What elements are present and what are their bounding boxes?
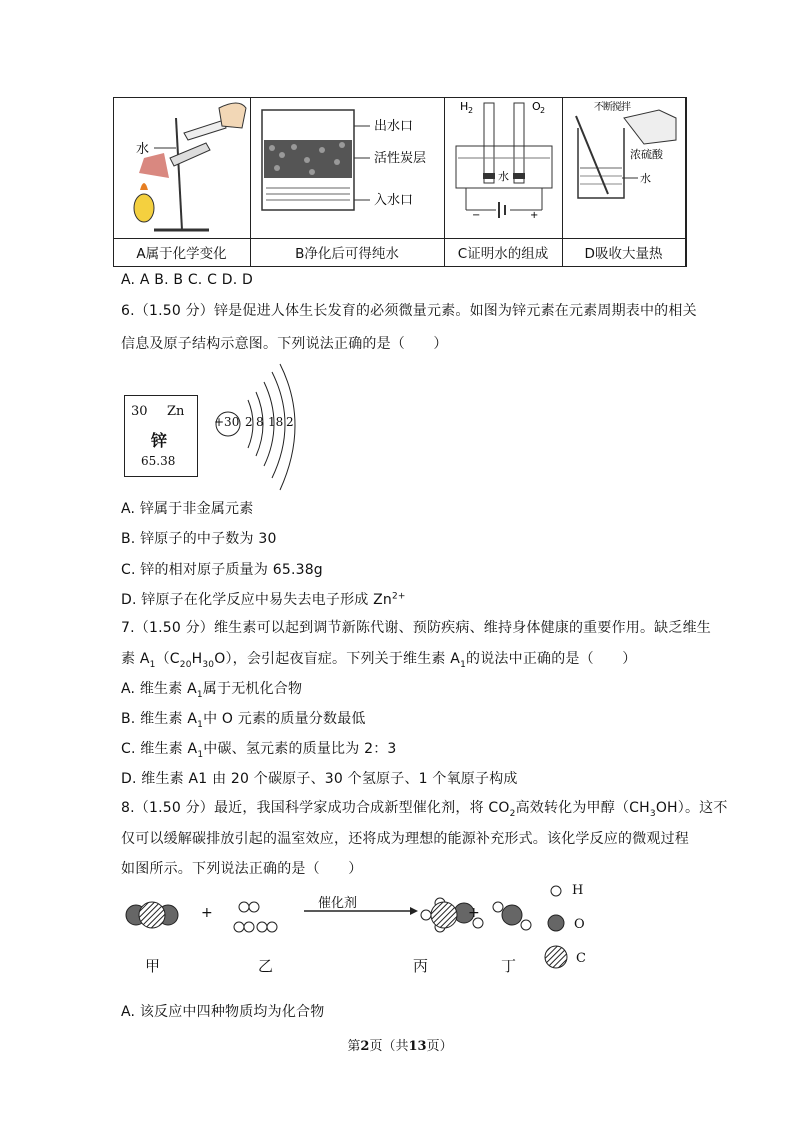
label-plus: + bbox=[530, 210, 539, 221]
element-symbol: Zn bbox=[167, 404, 185, 419]
label-o2-sub: 2 bbox=[540, 106, 546, 115]
q7-option-c bbox=[121, 738, 397, 760]
plus-sign-1: + bbox=[201, 905, 213, 921]
q8-text-c: OH）。这不 bbox=[655, 800, 728, 816]
q7-text-a: 素 A bbox=[121, 651, 150, 667]
atom-structure-diagram bbox=[208, 360, 308, 500]
caption-a: A属于化学变化 bbox=[136, 246, 227, 262]
page-footer bbox=[0, 1035, 800, 1054]
label-water-d: 水 bbox=[640, 172, 651, 185]
figure-a-heating-apparatus bbox=[114, 98, 250, 238]
molecule-jia bbox=[126, 902, 178, 928]
q7-opt-c-1: C. 维生素 A bbox=[121, 741, 198, 757]
legend-o: O bbox=[574, 917, 585, 932]
shell-3: 18 bbox=[268, 415, 284, 429]
caption-c: C证明水的组成 bbox=[457, 246, 549, 262]
q7-h-sub: 30 bbox=[202, 659, 215, 670]
q6-option-a: A. 锌属于非金属元素 bbox=[121, 501, 254, 517]
q7-text-b: （C bbox=[155, 651, 180, 667]
figure-d-dilution bbox=[564, 98, 686, 228]
element-card bbox=[124, 395, 198, 477]
q8-stem-line1 bbox=[121, 797, 728, 819]
name-bing: 丙 bbox=[413, 957, 429, 975]
label-minus: − bbox=[472, 210, 481, 221]
q8-option-a: A. 该反应中四种物质均为化合物 bbox=[121, 1004, 325, 1020]
q5-options: A. A B. B C. C D. D bbox=[121, 272, 253, 288]
legend-icons bbox=[545, 886, 567, 968]
q8-ch3-sub: 3 bbox=[649, 808, 656, 819]
footer-total-pages: 13 bbox=[408, 1039, 427, 1054]
q7-opt-a-2: 属于无机化合物 bbox=[202, 681, 303, 697]
label-stir: 不断搅拌 bbox=[594, 102, 630, 113]
figure-b-purifier bbox=[252, 100, 444, 225]
label-h2-sub: 2 bbox=[468, 106, 474, 115]
label-water-c: 水 bbox=[498, 170, 509, 183]
q7-option-b bbox=[121, 708, 366, 730]
q6-option-d-text: D. 锌原子在化学反应中易失去电子形成 Zn bbox=[121, 592, 392, 608]
caption-b: B净化后可得纯水 bbox=[295, 246, 399, 262]
q7-stem-line1: 7.（1.50 分）维生素可以起到调节新陈代谢、预防疾病、维持身体健康的重要作用。缺乏维生 bbox=[121, 620, 711, 636]
label-carbon-layer: 活性炭层 bbox=[374, 151, 427, 166]
shell-1: 2 bbox=[245, 415, 253, 429]
molecule-yi bbox=[234, 902, 277, 932]
q7-c-sub: 20 bbox=[179, 659, 192, 670]
q7-opt-b-2: 中 O 元素的质量分数最低 bbox=[203, 711, 366, 727]
q6-option-d bbox=[121, 589, 406, 609]
q6-option-c: C. 锌的相对原子质量为 65.38g bbox=[121, 562, 323, 578]
name-yi: 乙 bbox=[258, 957, 274, 975]
q7-opt-a-1: A. 维生素 A bbox=[121, 681, 197, 697]
label-water-a: 水 bbox=[136, 142, 150, 157]
q7-text-d: 的说法中正确的是（ ） bbox=[466, 651, 637, 667]
q7-opt-c-sub: 1 bbox=[197, 749, 204, 760]
q8-stem-line2: 仅可以缓解碳排放引起的温室效应，还将成为理想的能源补充形式。该化学反应的微观过程 bbox=[121, 831, 689, 847]
molecule-ding bbox=[493, 902, 531, 930]
q7-opt-b-sub: 1 bbox=[197, 719, 204, 730]
q7-opt-a-sub: 1 bbox=[196, 689, 203, 700]
label-inlet: 入水口 bbox=[374, 193, 414, 208]
q7-option-d: D. 维生素 A1 由 20 个碳原子、30 个氢原子、1 个氧原子构成 bbox=[121, 771, 518, 787]
q7-sub-1b: 1 bbox=[460, 659, 467, 670]
label-conc-acid: 浓硫酸 bbox=[630, 148, 663, 161]
q8-text-b: 高效转化为甲醇（CH bbox=[515, 800, 650, 816]
shell-4: 2 bbox=[286, 415, 294, 429]
q6-stem-line2: 信息及原子结构示意图。下列说法正确的是（ ） bbox=[121, 336, 448, 352]
nucleus-charge: +30 bbox=[214, 415, 240, 429]
q7-stem-line2 bbox=[121, 648, 636, 670]
figure-c-electrolysis bbox=[446, 98, 562, 228]
name-ding: 丁 bbox=[501, 957, 517, 975]
q7-h: H bbox=[191, 651, 203, 667]
q8-stem-line3: 如图所示。下列说法正确的是（ ） bbox=[121, 861, 363, 877]
q7-sub-1: 1 bbox=[149, 659, 156, 670]
name-jia: 甲 bbox=[145, 957, 161, 975]
caption-d: D吸收大量热 bbox=[584, 246, 663, 262]
q7-option-a bbox=[121, 678, 302, 700]
legend-c: C bbox=[576, 951, 586, 966]
q8-co2-sub: 2 bbox=[509, 808, 516, 819]
reaction-diagram bbox=[120, 885, 600, 985]
plus-sign-2: + bbox=[468, 905, 480, 921]
q6-stem-line1: 6.（1.50 分）锌是促进人体生长发育的必须微量元素。如图为锌元素在元素周期表中的相关 bbox=[121, 303, 697, 319]
label-o2: O bbox=[532, 100, 541, 113]
element-name: 锌 bbox=[151, 431, 168, 450]
label-outlet: 出水口 bbox=[374, 119, 414, 134]
footer-mid: 页（共 bbox=[369, 1039, 409, 1054]
q7-text-c: O），会引起夜盲症。下列关于维生素 A bbox=[214, 651, 461, 667]
atomic-mass: 65.38 bbox=[141, 454, 176, 468]
footer-pre: 第 bbox=[347, 1039, 361, 1054]
label-h2: H bbox=[460, 100, 469, 113]
catalyst-label: 催化剂 bbox=[318, 896, 358, 911]
shell-2: 8 bbox=[256, 415, 264, 429]
zn-charge: 2+ bbox=[392, 591, 406, 602]
atomic-number: 30 bbox=[131, 404, 148, 419]
footer-page-number: 2 bbox=[360, 1039, 370, 1054]
q8-text-a: 8.（1.50 分）最近，我国科学家成功合成新型催化剂，将 CO bbox=[121, 800, 510, 816]
q6-option-b: B. 锌原子的中子数为 30 bbox=[121, 531, 277, 547]
q7-opt-b-1: B. 维生素 A bbox=[121, 711, 198, 727]
legend-h: H bbox=[572, 883, 584, 898]
q7-opt-c-2: 中碳、氢元素的质量比为 2：3 bbox=[203, 741, 397, 757]
footer-post: 页） bbox=[426, 1039, 453, 1054]
